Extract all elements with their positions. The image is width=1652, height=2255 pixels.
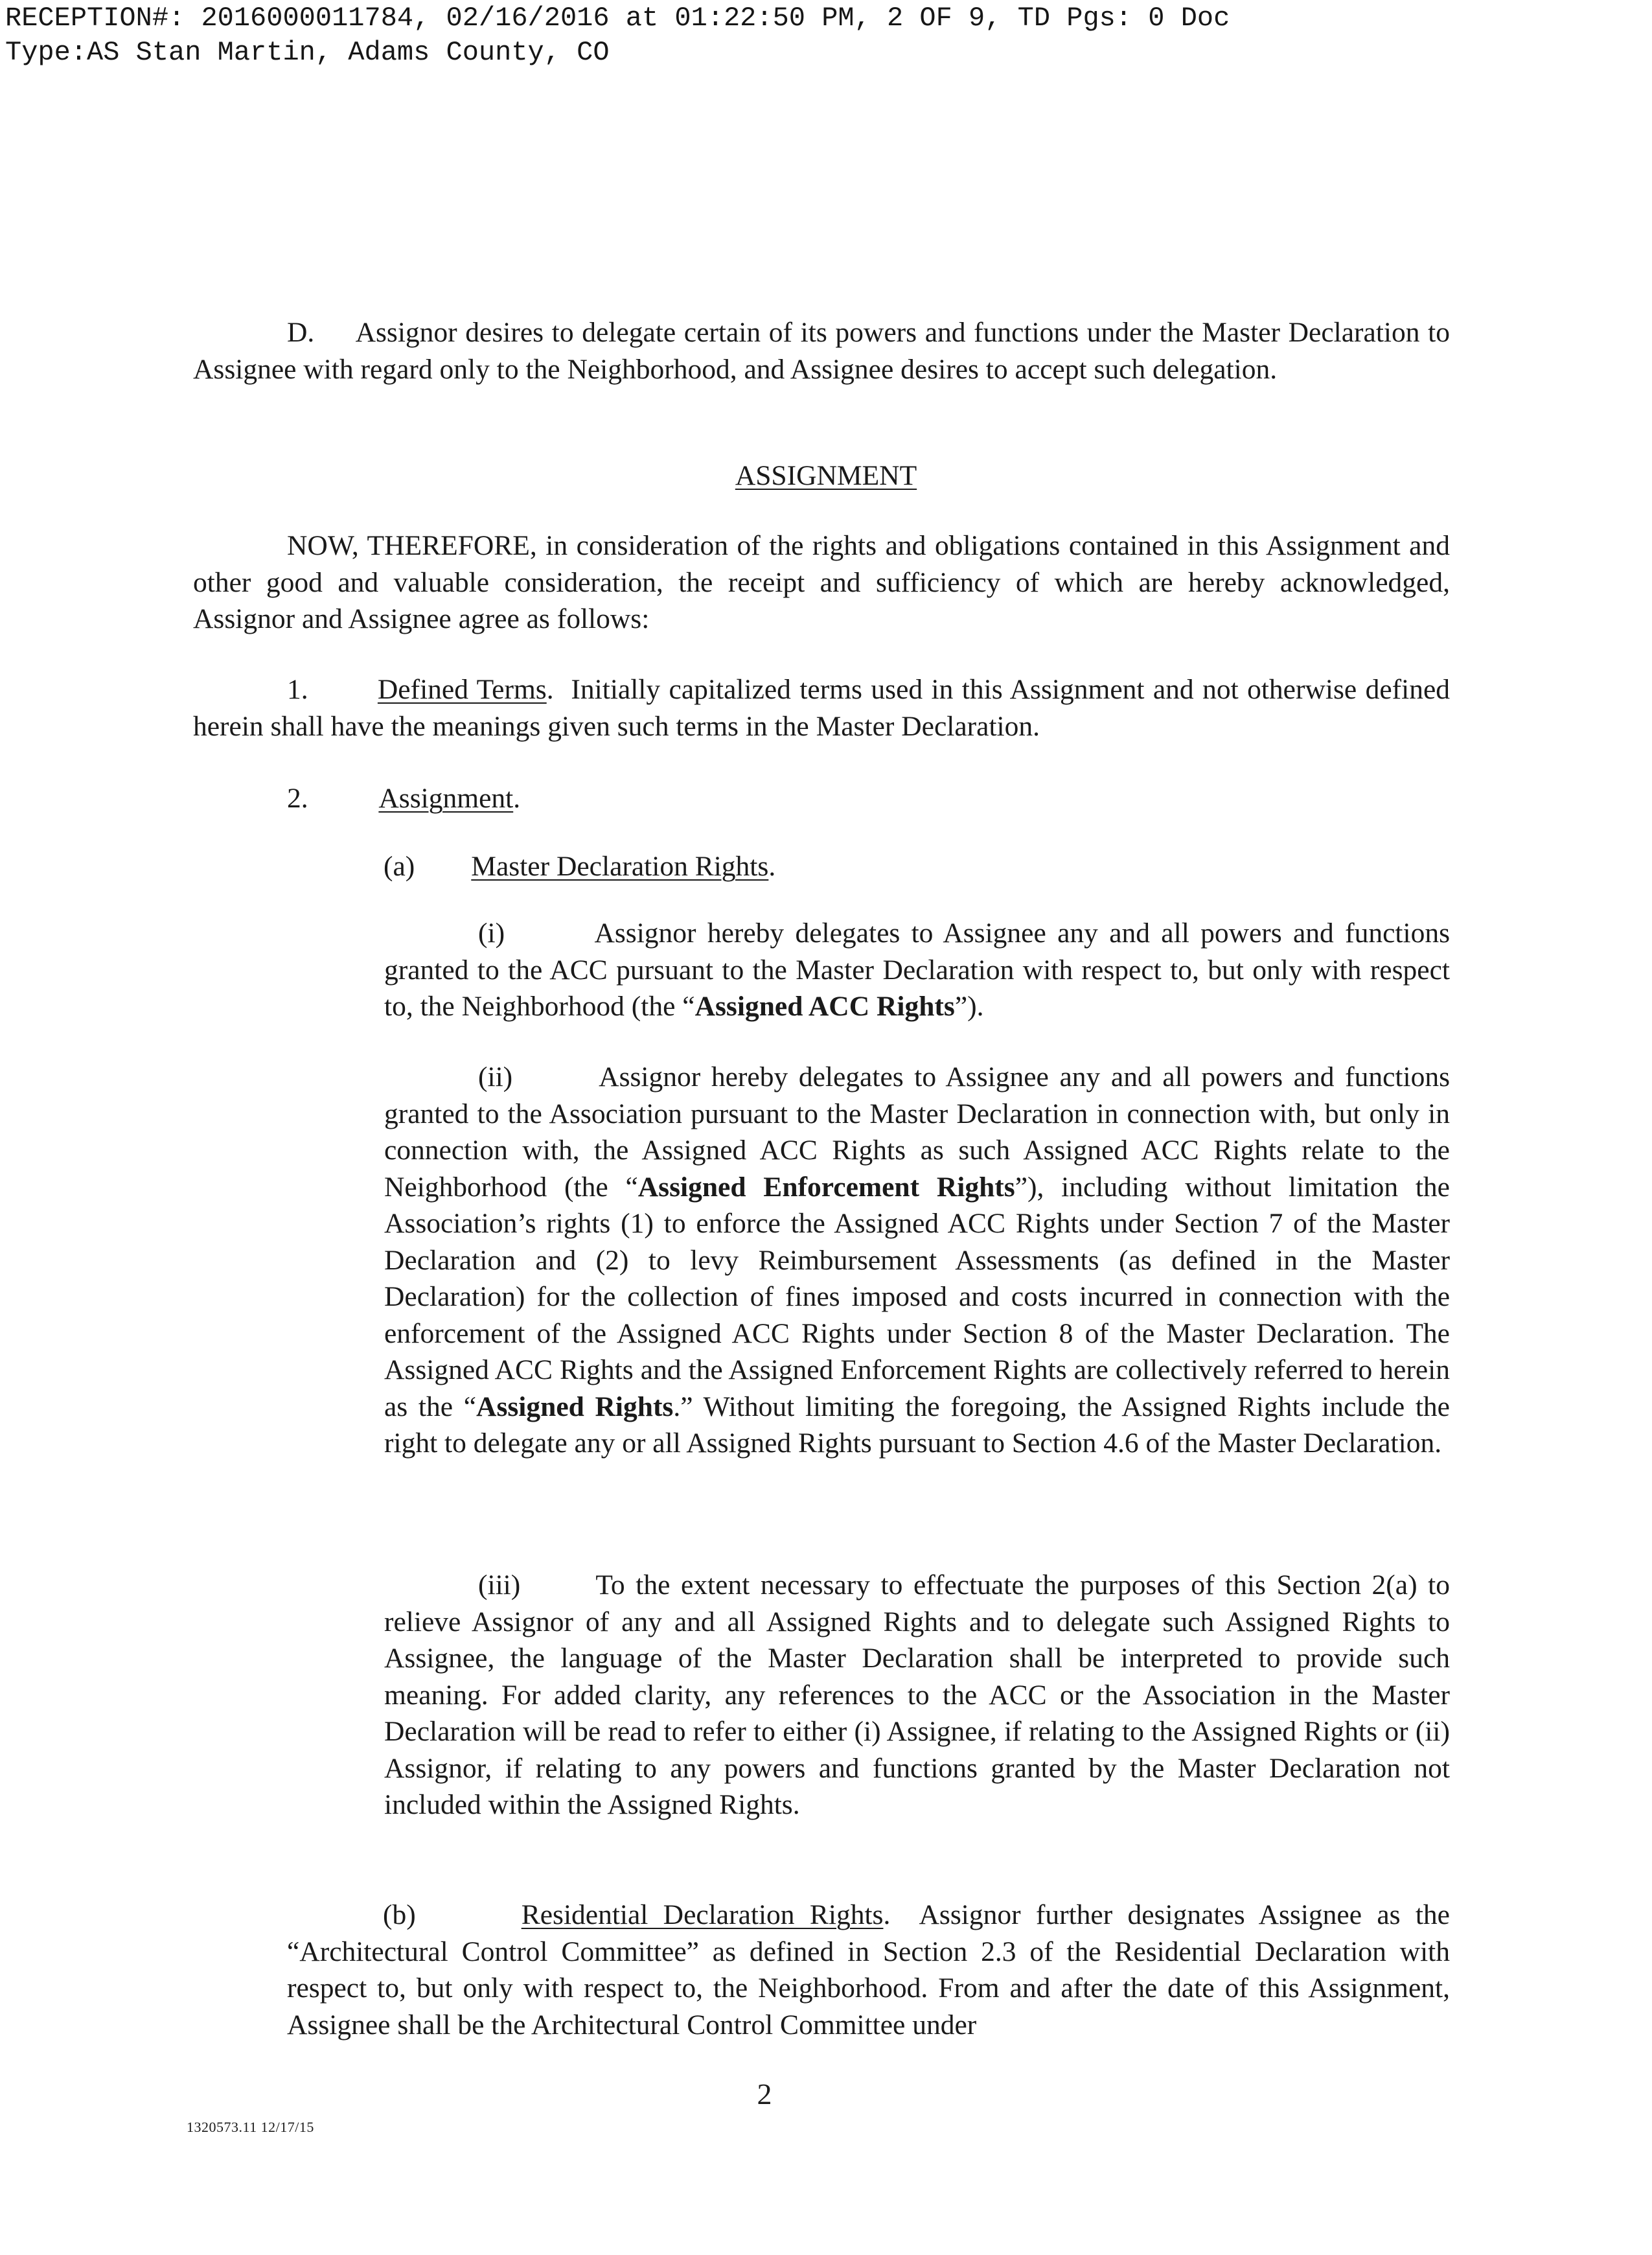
recital-d [193,314,1450,387]
section-1-text: Initially capitalized terms used in this Assignment and not otherwise defined herein shall have the meanings given such terms in the Master Declaration. [193,674,1451,742]
section-2-number: 2. [287,783,308,814]
clause-ii-defined-term-1: Assigned Enforcement Rights [637,1171,1015,1203]
section-2b: (b) Residential Declaration Rights. Assignor further designates Assignee as the “Architectural Control Committee” as defined in Section 2.3 of the Residential Declaration with respect to, but only with respect to, the Neighborhood. From and after the date of this Assignment, Assignee shall be the Architectural Control Committee under [287,1899,1450,2041]
section-2a: (a) Master Declaration Rights. [384,851,776,882]
clause-i [384,915,1450,1025]
clause-ii-text-2: ”), including without limitation the Association’s rights (1) to enforce the Assigned ACC Rights under Section 7 of the Master Declaration and (2) to levy Reimbursement Assessments (as defined in the Master Declaration) for the collection of fines imposed and costs incurred in connection with the enforcement of the Assigned ACC Rights under Section 8 of the Master Declaration. The Assigned ACC Rights and the Assigned Enforcement Rights are collectively referred to herein as the “ [384,1171,1450,1422]
clause-ii-defined-term-2: Assigned Rights [476,1391,674,1422]
clause-iii [384,1567,1450,1823]
clause-i-text-1: Assignor hereby delegates to Assignee any and all powers and functions granted to the ACC pursuant to the Master Declaration with respect to, but only with respect to, the Neighborhood (the “ [384,918,1450,1022]
clause-i-label: (i) [478,918,505,949]
clause-ii-label: (ii) [478,1061,513,1093]
clause-i-text-2: ”). [954,991,984,1022]
section-heading-text: ASSIGNMENT [735,460,917,491]
section-1: 1. Defined Terms. Initially capitalized terms used in this Assignment and not otherwise defined herein shall have the meanings given such terms in the Master Declaration. [193,674,1451,742]
recording-stamp [5,1,1560,70]
section-heading [0,457,1652,494]
section-2: 2. Assignment. [287,783,521,814]
now-therefore-paragraph [193,527,1450,638]
document-id: 1320573.11 12/17/15 [187,2119,314,2135]
recording-stamp-line-1: RECEPTION#: 2016000011784, 02/16/2016 at 01:22:50 PM, 2 OF 9, TD Pgs: 0 Doc [5,3,1230,34]
page-number: 2 [757,2077,772,2110]
now-therefore-text: NOW, THEREFORE, in consideration of the rights and obligations contained in this Assignment and other good and valuable consideration, the receipt and sufficiency of which are hereby acknowledged, Assignor and Assignee agree as follows: [193,530,1450,634]
clause-iii-text: To the extent necessary to effectuate the purposes of this Section 2(a) to relieve Assignor of any and all Assigned Rights and to delegate such Assigned Rights to Assignee, the language of the Master Declaration shall be interpreted to provide such meaning. For added clarity, any references to the ACC or the Association in the Master Declaration will be read to refer to either (i) Assignee, if relating to the Assigned Rights or (ii) Assignor, if relating to any powers and functions granted by the Master Declaration not included within the Assigned Rights. [384,1569,1450,1820]
clause-iii-label: (iii) [478,1569,521,1601]
section-2b-title: Residential Declaration Rights [521,1899,884,1930]
section-2b-text: Assignor further designates Assignee as the “Architectural Control Committee” as defined in Section 2.3 of the Residential Declaration with respect to, but only with respect to, the Neighborhood. From and after the date of this Assignment, Assignee shall be the Architectural Control Committee under [287,1899,1450,2041]
section-2a-label: (a) [384,851,415,882]
clause-ii [384,1059,1450,1462]
section-2b-label: (b) [383,1899,416,1930]
section-1-number: 1. [287,674,308,705]
section-1-title: Defined Terms [377,674,547,705]
section-2-title: Assignment [378,783,514,814]
recording-stamp-line-2: Type:AS Stan Martin, Adams County, CO [5,37,610,68]
clause-i-defined-term: Assigned ACC Rights [694,991,955,1022]
recital-d-label: D. [287,317,315,348]
recital-d-text: Assignor desires to delegate certain of its powers and functions under the Master Declaration to Assignee with regard only to the Neighborhood, and Assignee desires to accept such delegation. [193,317,1451,385]
clause-ii-text-3: .” Without limiting the foregoing, the Assigned Rights include the right to delegate any or all Assigned Rights pursuant to Section 4.6 of the Master Declaration. [384,1391,1450,1459]
clause-ii-text-1: Assignor hereby delegates to Assignee any and all powers and functions granted to the Association pursuant to the Master Declaration in connection with, but only in connection with, the Assigned ACC Rights as such Assigned ACC Rights relate to the Neighborhood (the “ [384,1061,1450,1203]
section-2a-title: Master Declaration Rights [471,851,769,882]
